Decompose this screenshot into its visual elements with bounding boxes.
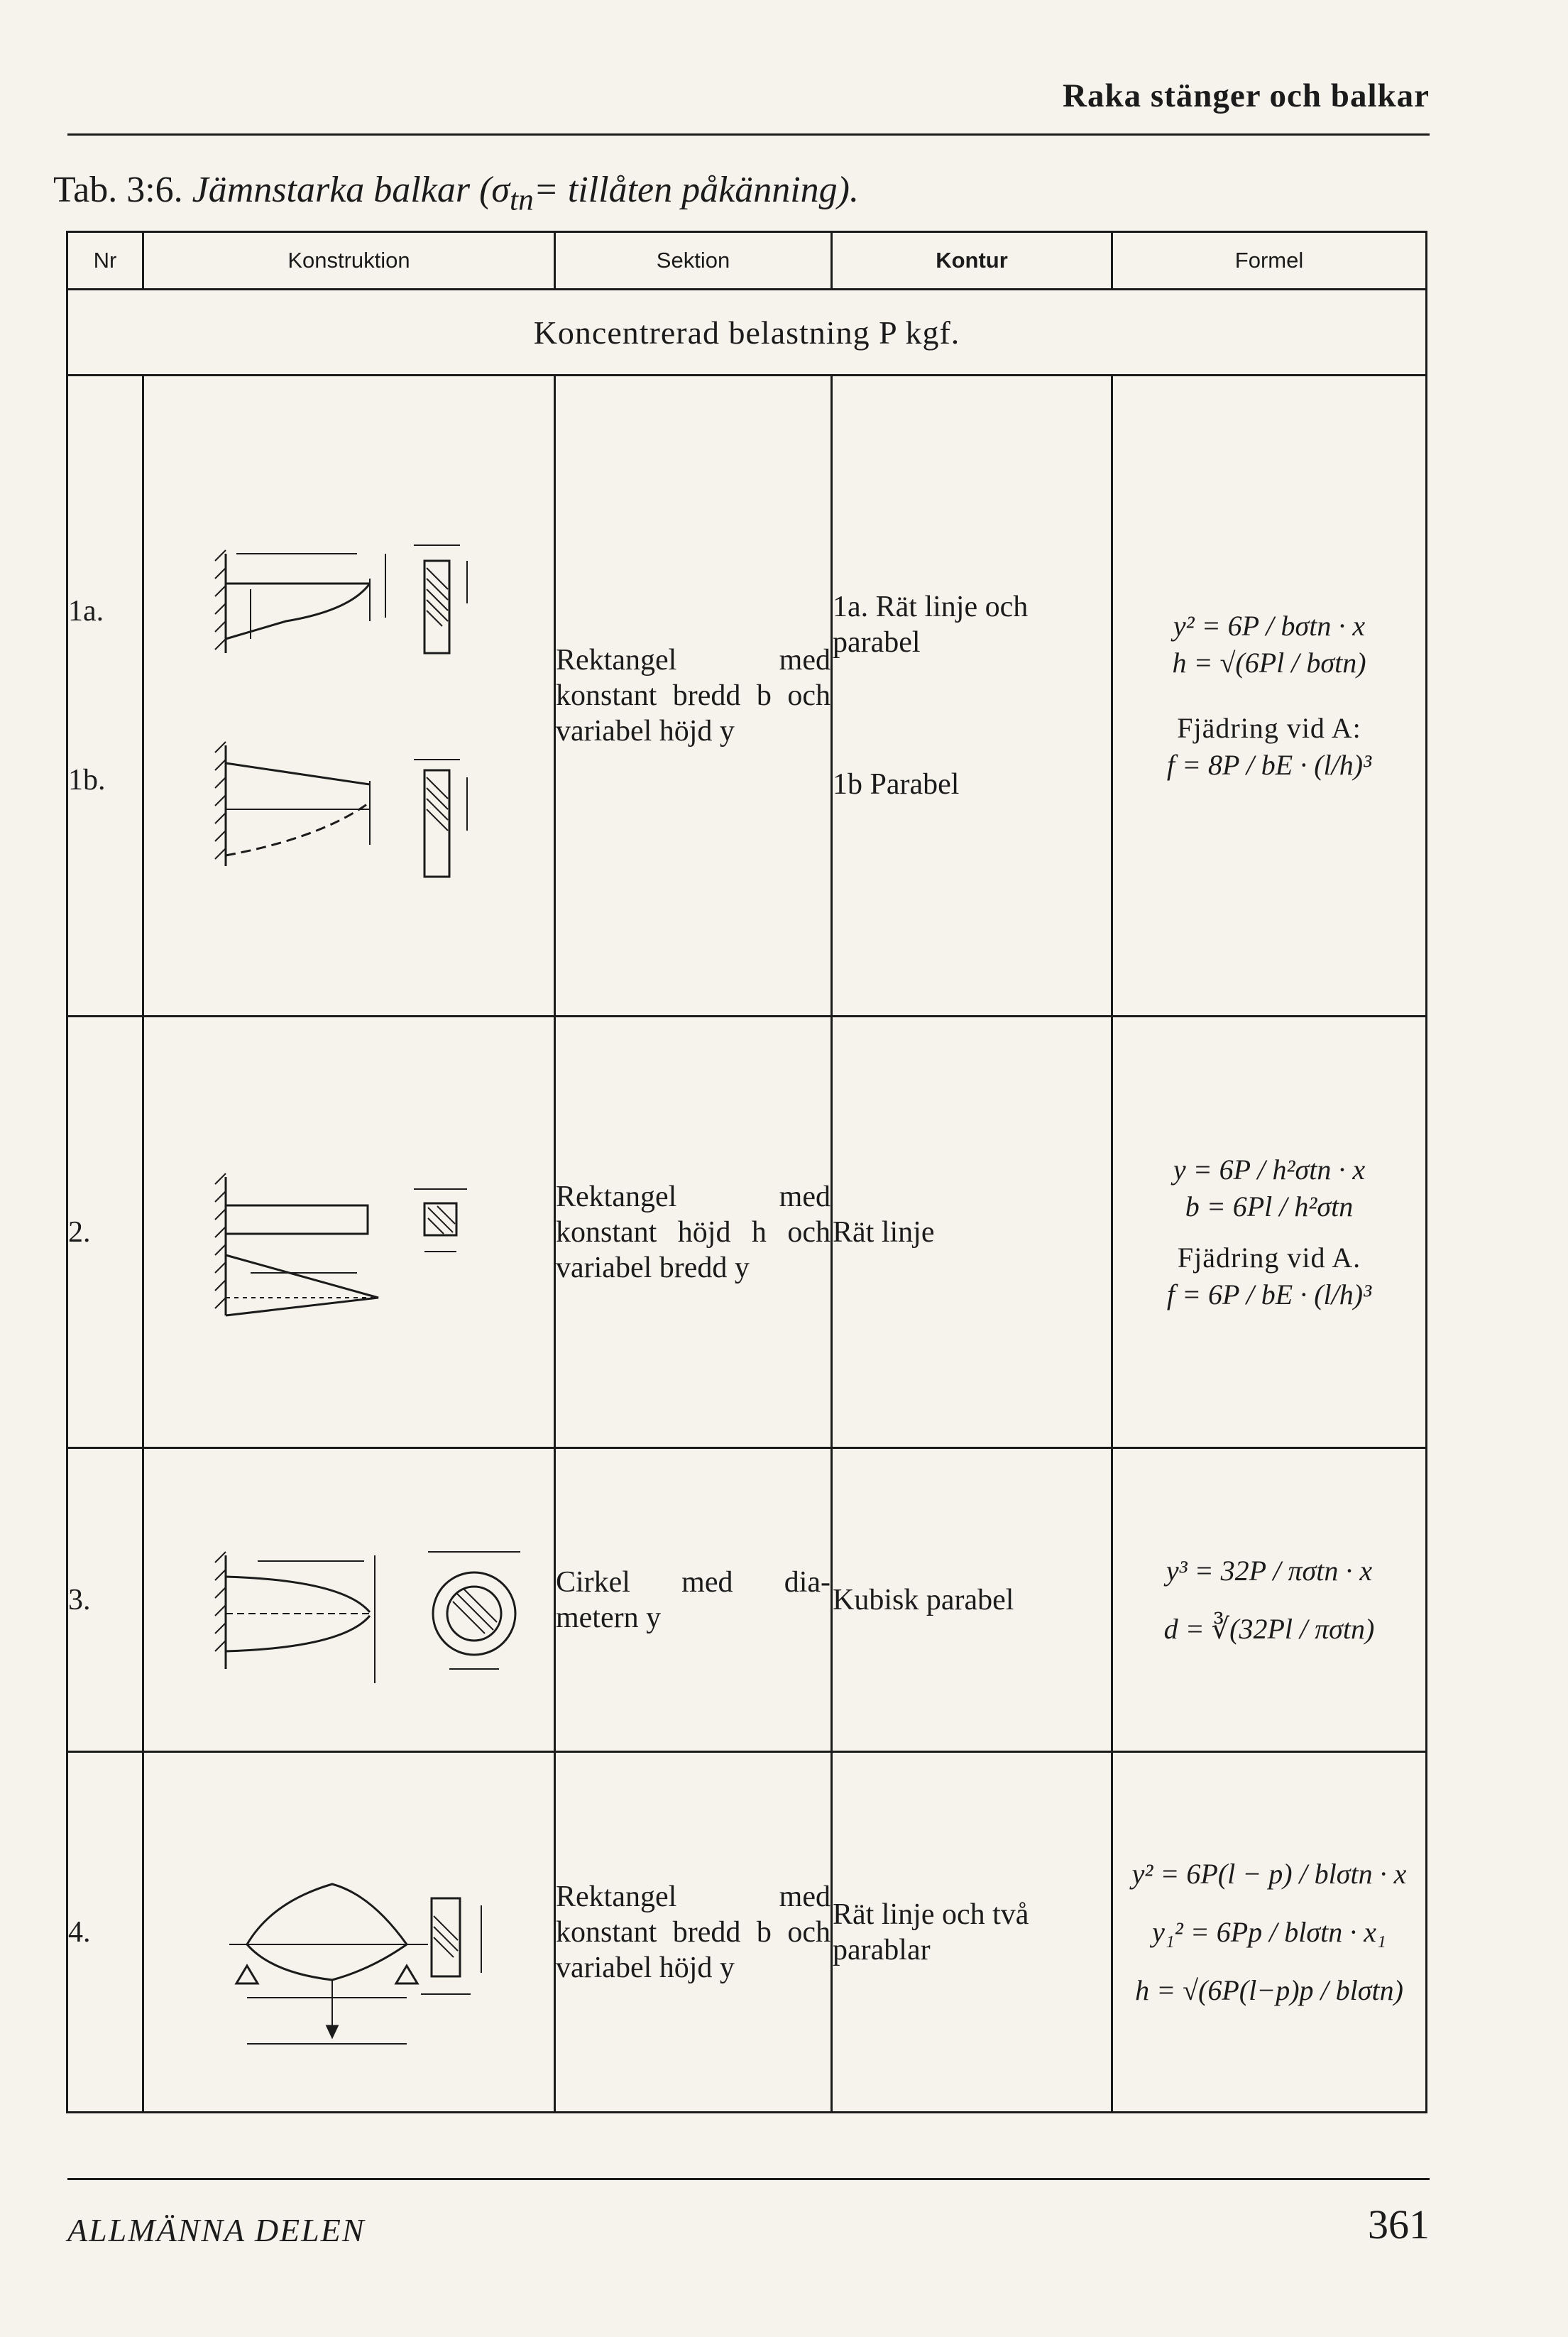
header-rule [67,133,1430,136]
table-row [67,376,1427,1017]
beam-drawing-3 [144,1449,556,1751]
running-header: Raka stänger och balkar [1063,77,1430,114]
formula-line: f = 6P / bE · (l/h)³ [1166,1278,1372,1310]
col-kontur: Kontur [832,232,1112,290]
page-number: 361 [1368,2201,1430,2248]
formula-line: d = ∛(32Pl / πσtn) [1163,1612,1375,1645]
col-formel: Formel [1112,232,1427,290]
caption-title: Jämnstarka balkar ($\sigma_{tn}=$ tillåten påkänning). [192,170,859,217]
section-text: Cirkel med dia- metern y [555,1448,832,1752]
formula-line: h = √(6P(l−p)p / blσtn) [1135,1974,1403,2006]
col-nr: Nr [67,232,143,290]
table-caption [53,169,859,217]
contour-text: Kubisk parabel [832,1448,1112,1752]
section-text: Rektangel med konstant höjd h och variabel bredd y [555,1017,832,1448]
formula-line: Fjädring vid A: [1177,712,1361,744]
formula-line: y³ = 32P / πσtn · x [1166,1554,1373,1587]
footer-rule [67,2178,1430,2180]
beam-drawing-2 [144,1017,556,1447]
formula-line: y₁² = 6Pp / blσtn · x₁ [1152,1915,1386,1948]
construction-drawing [143,376,555,1017]
contour-text: Rät linje [832,1017,1112,1448]
beam-drawing-1 [144,376,556,1015]
beam-table [66,231,1427,2113]
subheading-row [67,290,1427,376]
table-row [67,1448,1427,1752]
row-nr: 4. [67,1752,143,2113]
contour-text: 1a. Rät linje och parabel 1b Parabel [832,376,1112,1017]
table-row [67,1017,1427,1448]
formula-cell [1112,1752,1427,2113]
beam-drawing-4 [144,1753,556,2111]
formula-line: y = 6P / h²σtn · x [1173,1153,1366,1186]
part-title: ALLMÄNNA DELEN [67,2212,366,2248]
formula-line: y² = 6P(l − p) / blσtn · x [1131,1857,1407,1890]
construction-drawing [143,1448,555,1752]
formula-line: f = 8P / bE · (l/h)³ [1166,749,1372,781]
table-row [67,1752,1427,2113]
formula-cell [1112,376,1427,1017]
header-row [67,232,1427,290]
caption-label: Tab. 3:6. [53,170,183,210]
formula-cell [1112,1448,1427,1752]
formula-line: b = 6Pl / h²σtn [1185,1190,1354,1222]
row-nr: 2. [67,1017,143,1448]
row-nr: 1a. 1b. [67,376,143,1017]
load-subheading: Koncentrerad belastning P kgf. [67,290,1427,376]
col-sektion: Sektion [555,232,832,290]
col-konstruktion: Konstruktion [143,232,555,290]
formula-line: Fjädring vid A. [1177,1241,1361,1274]
contour-text: Rät linje och två parablar [832,1752,1112,2113]
formula-cell [1112,1017,1427,1448]
section-text: Rektangel med konstant bredd b och variabel höjd y [555,1752,832,2113]
formula-line: y² = 6P / bσtn · x [1173,610,1366,642]
formula-line: h = √(6Pl / bσtn) [1172,647,1366,679]
section-text: Rektangel med konstant bredd b och variabel höjd y [555,376,832,1017]
construction-drawing [143,1752,555,2113]
construction-drawing [143,1017,555,1448]
row-nr: 3. [67,1448,143,1752]
